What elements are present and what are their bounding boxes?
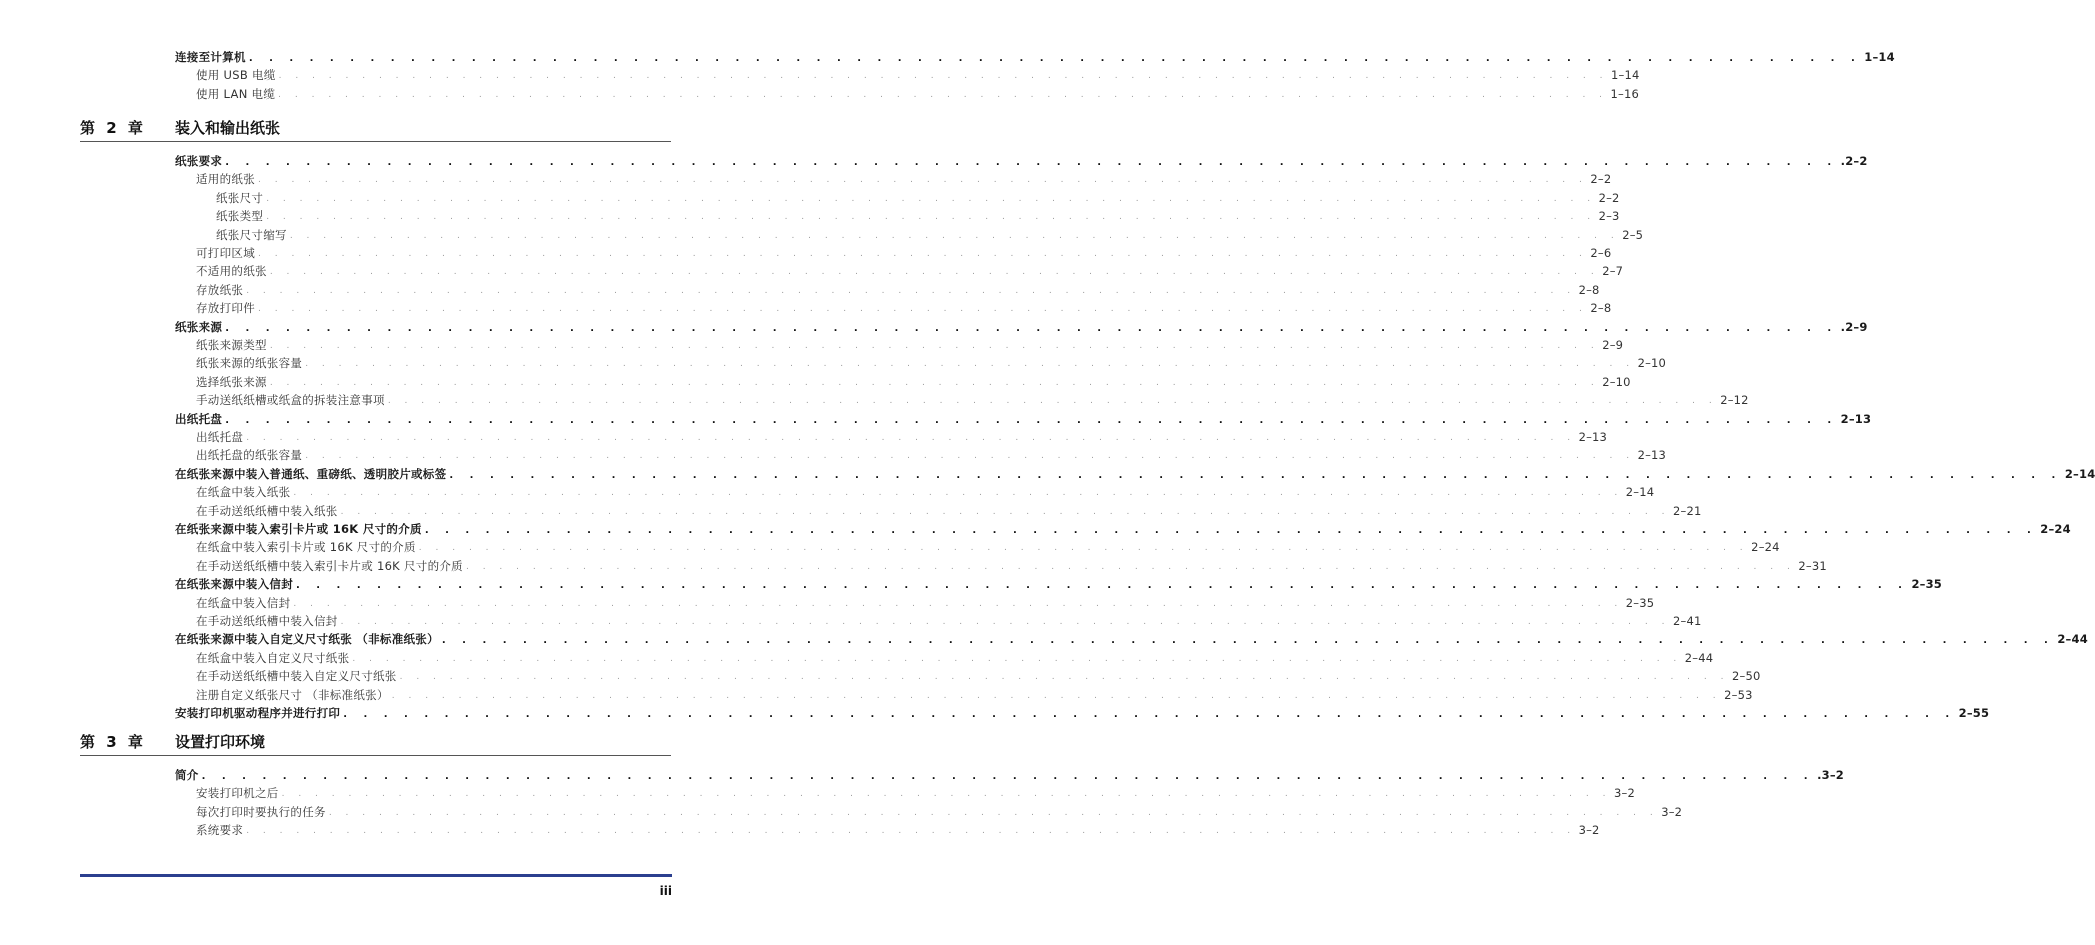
toc-entry-title: 在纸张来源中装入索引卡片或 16K 尺寸的介质 <box>175 522 422 536</box>
dot-leader: . . . . . . . . . . . . . . . . . . . . . . . . . . . . . . . . . . . . . . . . . . . . . . . . . . . . . . . . . . . . . . . . . . . . . . . . . . . . . . . . <box>387 396 1718 407</box>
dot-leader: . . . . . . . . . . . . . . . . . . . . . . . . . . . . . . . . . . . . . . . . . . . . . . . . . . . . . . . . . . . . . . . . . . . . . . . . . . . . . . . . <box>391 690 1722 701</box>
toc-entry[interactable] <box>196 429 1608 446</box>
dot-leader: . . . . . . . . . . . . . . . . . . . . . . . . . . . . . . . . . . . . . . . . . . . . . . . . . . . . . . . . . . . . . . . . . . . . . . . . . . . . . . . . <box>340 506 1670 517</box>
chapter-number: 第 3 章 <box>80 733 146 751</box>
dot-leader: . . . . . . . . . . . . . . . . . . . . . . . . . . . . . . . . . . . . . . . . . . . . . . . . . . . . . . . . . . . . . . . . . . . . . . . . . . . . . . . . <box>441 635 2055 647</box>
toc-entry[interactable] <box>196 300 1612 317</box>
dot-leader: . . . . . . . . . . . . . . . . . . . . . . . . . . . . . . . . . . . . . . . . . . . . . . . . . . . . . . . . . . . . . . . . . . . . . . . . . . . . . . . . <box>258 304 1588 315</box>
toc-entry-title: 出纸托盘 <box>175 411 223 426</box>
toc-entry-page: 1–16 <box>1610 86 1640 101</box>
toc-entry-title: 纸张类型 <box>216 209 264 224</box>
toc-entry[interactable] <box>196 355 1667 372</box>
dot-leader: . . . . . . . . . . . . . . . . . . . . . . . . . . . . . . . . . . . . . . . . . . . . . . . . . . . . . . . . . . . . . . . . . . . . . . . . . . . . . . . . <box>201 771 1815 782</box>
toc-entry[interactable] <box>196 785 1635 802</box>
toc-entry[interactable] <box>196 263 1624 280</box>
toc-entry-page: 2–44 <box>2057 632 2088 647</box>
toc-entry[interactable] <box>175 521 2071 538</box>
toc-entry[interactable] <box>216 190 1620 207</box>
dot-leader: . . . . . . . . . . . . . . . . . . . . . . . . . . . . . . . . . . . . . . . . . . . . . . . . . . . . . . . . . . . . . . . . . . . . . . . . . . . . . . . . <box>246 826 1576 837</box>
toc-entry-title: 在手动送纸纸槽中装入信封 <box>196 614 338 628</box>
toc-entry-page: 2–3 <box>1598 209 1620 224</box>
toc-entry-title: 在纸张来源中装入自定义尺寸纸张 （非标准纸张） <box>175 632 439 647</box>
toc-entry[interactable] <box>196 558 1827 575</box>
toc-entry[interactable] <box>196 392 1749 409</box>
toc-entry[interactable] <box>196 539 1780 556</box>
toc-entry-title: 在纸盒中装入纸张 <box>196 485 291 500</box>
dot-leader: . . . . . . . . . . . . . . . . . . . . . . . . . . . . . . . . . . . . . . . . . . . . . . . . . . . . . . . . . . . . . . . . . . . . . . . . . . . . . . . . <box>269 341 1600 351</box>
dot-leader: . . . . . . . . . . . . . . . . . . . . . . . . . . . . . . . . . . . . . . . . . . . . . . . . . . . . . . . . . . . . . . . . . . . . . . . . . . . . . . . . <box>352 653 1682 664</box>
toc-entry-title: 纸张尺寸 <box>216 190 264 205</box>
page-number: iii <box>659 884 672 898</box>
toc-entry-page: 2–8 <box>1590 301 1612 316</box>
dot-leader: . . . . . . . . . . . . . . . . . . . . . . . . . . . . . . . . . . . . . . . . . . . . . . . . . . . . . . . . . . . . . . . . . . . . . . . . . . . . . . . . <box>246 433 1576 443</box>
dot-leader: . . . . . . . . . . . . . . . . . . . . . . . . . . . . . . . . . . . . . . . . . . . . . . . . . . . . . . . . . . . . . . . . . . . . . . . . . . . . . . . . <box>296 580 1909 592</box>
toc-entry[interactable] <box>196 282 1600 299</box>
toc-entry-title: 在纸盒中装入信封 <box>196 595 291 610</box>
dot-leader: . . . . . . . . . . . . . . . . . . . . . . . . . . . . . . . . . . . . . . . . . . . . . . . . . . . . . . . . . . . . . . . . . . . . . . . . . . . . . . . . <box>449 469 2062 481</box>
dot-leader: . . . . . . . . . . . . . . . . . . . . . . . . . . . . . . . . . . . . . . . . . . . . . . . . . . . . . . . . . . . . . . . . . . . . . . . . . . . . . . . . <box>225 414 1838 426</box>
toc-entry[interactable] <box>196 503 1702 520</box>
toc-entry-page: 2–21 <box>1672 503 1702 518</box>
toc-entry-page: 2–6 <box>1590 246 1612 260</box>
toc-entry-title: 在手动送纸纸槽中装入索引卡片或 16K 尺寸的介质 <box>196 558 463 573</box>
dot-leader: . . . . . . . . . . . . . . . . . . . . . . . . . . . . . . . . . . . . . . . . . . . . . . . . . . . . . . . . . . . . . . . . . . . . . . . . . . . . . . . . <box>258 249 1588 259</box>
dot-leader: . . . . . . . . . . . . . . . . . . . . . . . . . . . . . . . . . . . . . . . . . . . . . . . . . . . . . . . . . . . . . . . . . . . . . . . . . . . . . . . . <box>258 175 1588 186</box>
toc-entry-page: 2–41 <box>1672 614 1702 628</box>
toc-entry-page: 1–14 <box>1611 68 1640 83</box>
toc-entry[interactable] <box>175 411 1872 428</box>
dot-leader: . . . . . . . . . . . . . . . . . . . . . . . . . . . . . . . . . . . . . . . . . . . . . . . . . . . . . . . . . . . . . . . . . . . . . . . . . . . . . . . . <box>343 709 1956 720</box>
toc-entry-title: 纸张来源类型 <box>196 338 267 352</box>
toc-entry[interactable] <box>175 49 1895 66</box>
toc-entry-page: 2–10 <box>1602 374 1631 389</box>
toc-entry-page: 2–2 <box>1590 172 1612 187</box>
toc-entry[interactable] <box>175 631 2088 648</box>
toc-entry[interactable] <box>196 613 1702 630</box>
toc-entry[interactable] <box>196 687 1753 704</box>
toc-entry[interactable] <box>196 668 1761 685</box>
toc-entry[interactable] <box>175 466 2095 483</box>
dot-leader: . . . . . . . . . . . . . . . . . . . . . . . . . . . . . . . . . . . . . . . . . . . . . . . . . . . . . . . . . . . . . . . . . . . . . . . . . . . . . . . . <box>269 377 1600 388</box>
dot-leader: . . . . . . . . . . . . . . . . . . . . . . . . . . . . . . . . . . . . . . . . . . . . . . . . . . . . . . . . . . . . . . . . . . . . . . . . . . . . . . . . <box>399 672 1729 683</box>
toc-entry-page: 2–44 <box>1684 650 1714 665</box>
toc-entry[interactable] <box>196 595 1655 612</box>
dot-leader: . . . . . . . . . . . . . . . . . . . . . . . . . . . . . . . . . . . . . . . . . . . . . . . . . . . . . . . . . . . . . . . . . . . . . . . . . . . . . . . . <box>328 807 1659 818</box>
toc-entry-title: 使用 LAN 电缆 <box>196 86 276 101</box>
toc-entry-title: 纸张要求 <box>175 154 223 168</box>
toc-entry-page: 2–24 <box>2040 522 2071 536</box>
toc-entry-page: 2–24 <box>1751 540 1780 555</box>
toc-entry-title: 在纸盒中装入自定义尺寸纸张 <box>196 650 350 665</box>
toc-entry-page: .3–2 <box>1817 768 1844 782</box>
toc-entry-page: 1–14 <box>1864 50 1895 64</box>
toc-entry[interactable] <box>216 208 1620 225</box>
toc-entry[interactable] <box>196 67 1640 84</box>
toc-entry-page: 2–35 <box>1911 577 1943 592</box>
toc-entry[interactable] <box>175 767 1844 784</box>
toc-entry-page: 2–5 <box>1622 227 1644 242</box>
toc-entry-page: 2–2 <box>1598 190 1620 205</box>
dot-leader: . . . . . . . . . . . . . . . . . . . . . . . . . . . . . . . . . . . . . . . . . . . . . . . . . . . . . . . . . . . . . . . . . . . . . . . . . . . . . . . . <box>293 598 1623 609</box>
toc-entry-page: .2–9 <box>1840 319 1868 334</box>
toc-entry-page: 2–55 <box>1958 706 1990 720</box>
toc-entry-title: 安装打印机之后 <box>196 786 279 801</box>
toc-entry-title: 安装打印机驱动程序并进行打印 <box>175 706 341 720</box>
toc-entry[interactable] <box>196 484 1655 501</box>
toc-entry-title: 在手动送纸纸槽中装入纸张 <box>196 503 338 518</box>
toc-entry[interactable] <box>196 337 1624 354</box>
dot-leader: . . . . . . . . . . . . . . . . . . . . . . . . . . . . . . . . . . . . . . . . . . . . . . . . . . . . . . . . . . . . . . . . . . . . . . . . . . . . . . . . <box>289 230 1620 241</box>
toc-entry-page: 2–13 <box>1578 430 1608 444</box>
dot-leader: . . . . . . . . . . . . . . . . . . . . . . . . . . . . . . . . . . . . . . . . . . . . . . . . . . . . . . . . . . . . . . . . . . . . . . . . . . . . . . . . <box>278 71 1608 82</box>
toc-entry-title: 简介 <box>175 768 199 782</box>
dot-leader: . . . . . . . . . . . . . . . . . . . . . . . . . . . . . . . . . . . . . . . . . . . . . . . . . . . . . . . . . . . . . . . . . . . . . . . . . . . . . . . . <box>293 488 1623 499</box>
toc-entry[interactable] <box>175 153 1868 170</box>
toc-entry-title: 可打印区域 <box>196 246 255 260</box>
toc-entry[interactable] <box>196 374 1631 391</box>
toc-entry-title: 存放纸张 <box>196 282 244 297</box>
toc-entry-page: 2–14 <box>1625 485 1655 500</box>
dot-leader: . . . . . . . . . . . . . . . . . . . . . . . . . . . . . . . . . . . . . . . . . . . . . . . . . . . . . . . . . . . . . . . . . . . . . . . . . . . . . . . . <box>248 53 1862 64</box>
toc-entry-title: 选择纸张来源 <box>196 374 267 389</box>
footer-rule <box>80 874 672 877</box>
toc-entry[interactable] <box>196 650 1714 667</box>
toc-entry-page: 2–12 <box>1720 393 1749 408</box>
toc-entry-title: 使用 USB 电缆 <box>196 68 276 83</box>
toc-entry[interactable] <box>175 319 1868 336</box>
toc-entry-title: 纸张来源 <box>175 319 223 334</box>
toc-entry-page: 2–9 <box>1602 338 1624 352</box>
toc-entry-title: 出纸托盘 <box>196 430 244 444</box>
toc-entry-title: 存放打印件 <box>196 301 255 316</box>
toc-entry-title: 在纸盒中装入索引卡片或 16K 尺寸的介质 <box>196 540 416 555</box>
toc-entry-page: .2–2 <box>1840 154 1868 168</box>
chapter-number: 第 2 章 <box>80 119 146 137</box>
toc-entry[interactable] <box>216 227 1644 244</box>
dot-leader: . . . . . . . . . . . . . . . . . . . . . . . . . . . . . . . . . . . . . . . . . . . . . . . . . . . . . . . . . . . . . . . . . . . . . . . . . . . . . . . . <box>225 322 1838 334</box>
toc-entry-page: 2–8 <box>1578 282 1600 297</box>
toc-entry[interactable] <box>175 705 1990 722</box>
toc-entry-page: 2–7 <box>1602 264 1624 279</box>
toc-entry-page: 2–13 <box>1840 411 1872 426</box>
toc-entry-title: 不适用的纸张 <box>196 264 267 279</box>
toc-entry[interactable] <box>196 447 1667 464</box>
chapter-2-heading <box>80 117 671 142</box>
toc-entry-page: 2–14 <box>2064 466 2095 481</box>
toc-entry-page: 2–50 <box>1731 669 1761 684</box>
toc-entry-title: 纸张尺寸缩写 <box>216 227 287 242</box>
toc-entry-title: 手动送纸纸槽或纸盒的拆装注意事项 <box>196 393 385 408</box>
toc-entry-page: 2–13 <box>1637 448 1667 463</box>
dot-leader: . . . . . . . . . . . . . . . . . . . . . . . . . . . . . . . . . . . . . . . . . . . . . . . . . . . . . . . . . . . . . . . . . . . . . . . . . . . . . . . . <box>269 267 1600 278</box>
dot-leader: . . . . . . . . . . . . . . . . . . . . . . . . . . . . . . . . . . . . . . . . . . . . . . . . . . . . . . . . . . . . . . . . . . . . . . . . . . . . . . . . <box>340 617 1670 627</box>
toc-entry[interactable] <box>196 804 1683 821</box>
toc-entry-title: 在纸张来源中装入信封 <box>175 577 293 592</box>
toc-entry-page: 2–53 <box>1724 687 1753 702</box>
dot-leader: . . . . . . . . . . . . . . . . . . . . . . . . . . . . . . . . . . . . . . . . . . . . . . . . . . . . . . . . . . . . . . . . . . . . . . . . . . . . . . . . <box>305 451 1635 462</box>
toc-entry-title: 每次打印时要执行的任务 <box>196 804 326 819</box>
dot-leader: . . . . . . . . . . . . . . . . . . . . . . . . . . . . . . . . . . . . . . . . . . . . . . . . . . . . . . . . . . . . . . . . . . . . . . . . . . . . . . . . <box>465 561 1796 572</box>
dot-leader: . . . . . . . . . . . . . . . . . . . . . . . . . . . . . . . . . . . . . . . . . . . . . . . . . . . . . . . . . . . . . . . . . . . . . . . . . . . . . . . . <box>281 789 1611 800</box>
toc-entry-title: 注册自定义纸张尺寸 （非标准纸张） <box>196 687 389 702</box>
toc-entry-page: 2–35 <box>1625 595 1655 610</box>
toc-entry-title: 纸张来源的纸张容量 <box>196 356 303 371</box>
toc-entry-page: 3–2 <box>1661 804 1683 819</box>
chapter-3-heading <box>80 731 671 756</box>
toc-entry-page: 2–31 <box>1798 558 1827 573</box>
toc-entry-title: 在纸张来源中装入普通纸、重磅纸、透明胶片或标签 <box>175 466 447 481</box>
toc-entry[interactable] <box>196 245 1612 262</box>
toc-entry-title: 适用的纸张 <box>196 172 255 187</box>
chapter-title: 设置打印环境 <box>175 733 266 751</box>
toc-entry[interactable] <box>196 822 1600 839</box>
toc-entry[interactable] <box>196 171 1612 188</box>
toc-entry-title: 在手动送纸纸槽中装入自定义尺寸纸张 <box>196 669 397 684</box>
dot-leader: . . . . . . . . . . . . . . . . . . . . . . . . . . . . . . . . . . . . . . . . . . . . . . . . . . . . . . . . . . . . . . . . . . . . . . . . . . . . . . . . <box>266 212 1596 223</box>
dot-leader: . . . . . . . . . . . . . . . . . . . . . . . . . . . . . . . . . . . . . . . . . . . . . . . . . . . . . . . . . . . . . . . . . . . . . . . . . . . . . . . . <box>225 157 1838 168</box>
dot-leader: . . . . . . . . . . . . . . . . . . . . . . . . . . . . . . . . . . . . . . . . . . . . . . . . . . . . . . . . . . . . . . . . . . . . . . . . . . . . . . . . <box>278 89 1608 100</box>
dot-leader: . . . . . . . . . . . . . . . . . . . . . . . . . . . . . . . . . . . . . . . . . . . . . . . . . . . . . . . . . . . . . . . . . . . . . . . . . . . . . . . . <box>246 285 1576 296</box>
toc-entry-title: 系统要求 <box>196 823 244 838</box>
toc-entry[interactable] <box>175 576 1943 593</box>
toc-entry-title: 出纸托盘的纸张容量 <box>196 448 303 463</box>
dot-leader: . . . . . . . . . . . . . . . . . . . . . . . . . . . . . . . . . . . . . . . . . . . . . . . . . . . . . . . . . . . . . . . . . . . . . . . . . . . . . . . . <box>418 543 1749 554</box>
toc-entry-page: 3–2 <box>1613 786 1635 801</box>
toc-entry-page: 3–2 <box>1578 823 1600 838</box>
toc-entry-title: 连接至计算机 <box>175 50 246 64</box>
toc-entry-page: 2–10 <box>1637 356 1667 371</box>
chapter-title: 装入和输出纸张 <box>175 119 281 137</box>
toc-entry[interactable] <box>196 86 1640 103</box>
dot-leader: . . . . . . . . . . . . . . . . . . . . . . . . . . . . . . . . . . . . . . . . . . . . . . . . . . . . . . . . . . . . . . . . . . . . . . . . . . . . . . . . <box>305 359 1635 370</box>
dot-leader: . . . . . . . . . . . . . . . . . . . . . . . . . . . . . . . . . . . . . . . . . . . . . . . . . . . . . . . . . . . . . . . . . . . . . . . . . . . . . . . . <box>266 193 1596 204</box>
dot-leader: . . . . . . . . . . . . . . . . . . . . . . . . . . . . . . . . . . . . . . . . . . . . . . . . . . . . . . . . . . . . . . . . . . . . . . . . . . . . . . . . <box>424 525 2038 536</box>
